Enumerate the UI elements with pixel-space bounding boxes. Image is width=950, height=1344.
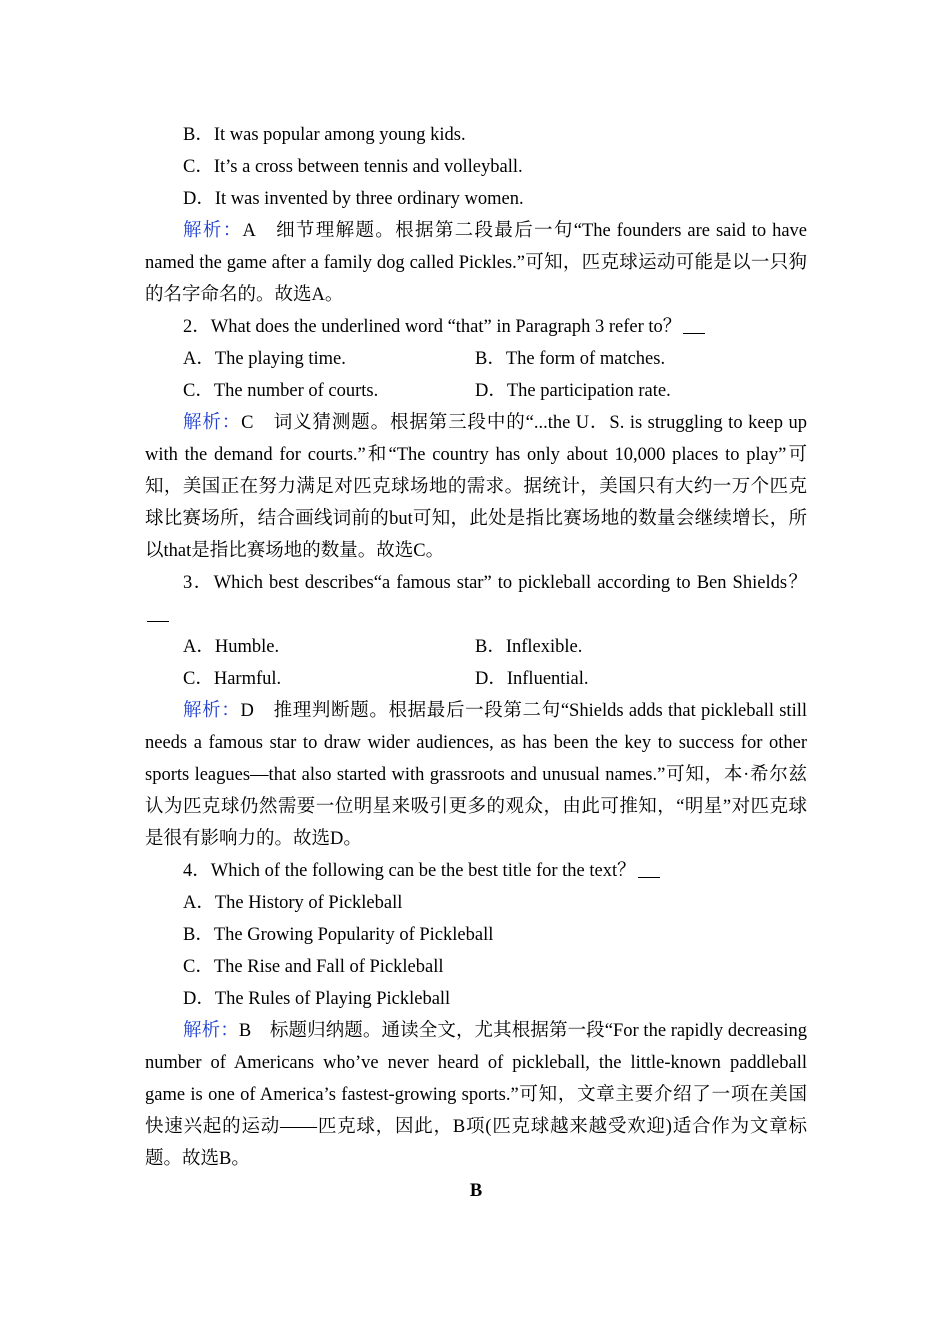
answer-blank (683, 315, 705, 334)
q1-analysis (145, 215, 807, 311)
q4-option-b: B．The Growing Popularity of Pickleball (183, 925, 494, 945)
q2-option-b: B．The form of matches. (475, 349, 666, 369)
q3-option-a: A．Humble. (183, 637, 280, 657)
analysis-label: 解析： (183, 221, 243, 241)
answer-blank (638, 859, 660, 878)
q2-analysis (145, 407, 807, 567)
q3-option-d: D．Influential. (475, 669, 589, 689)
page-content (145, 119, 807, 1207)
q2-option-c: C．The number of courts. (183, 381, 379, 401)
q3-stem: 3．Which best describes“a famous star” to pickleball according to Ben Shields？ (145, 567, 807, 631)
q2-option-a: A．The playing time. (183, 349, 346, 369)
q2-options-row-2 (145, 375, 807, 407)
analysis-text: B 标题归纳题。通读全文，尤其根据第一段“For the rapidly decreasing number of Americans who’ve never heard of pickleball, the little-known paddleball game is one of America’s fastest-growing sports.”可知，文章主要介绍了一项在美国快速兴起的运动——匹克球，因此，B项(匹克球越来越受欢迎)适合作为文章标题。故选B。 (145, 1021, 807, 1169)
q3-option-b: B．Inflexible. (475, 637, 583, 657)
analysis-text: D 推理判断题。根据最后一段第二句“Shields adds that pickleball still needs a famous star to draw wider audiences, as has been the key to success for other sports leagues—that also started with grassroots and unusual names.”可知，本·希尔兹认为匹克球仍然需要一位明星来吸引更多的观众，由此可推知，“明星”对匹克球是很有影响力的。故选D。 (145, 701, 807, 849)
q2-stem: 2．What does the underlined word “that” in Paragraph 3 refer to？ (145, 311, 807, 343)
analysis-label: 解析： (183, 413, 242, 433)
q4-option-d: D．The Rules of Playing Pickleball (183, 989, 451, 1009)
q3-options-row-2 (145, 663, 807, 695)
answer-blank (147, 603, 169, 622)
q3-option-c: C．Harmful. (183, 669, 282, 689)
analysis-text: C 词义猜测题。根据第三段中的“...the U．S. is struggling to keep up with the demand for courts.”和“The country has only about 10,000 places to play”可知，美国正在努力满足对匹克球场地的需求。据统计，美国只有大约一万个匹克球比赛场所，结合画线词前的but可知，此处是指比赛场地的数量会继续增长，所以that是指比赛场地的数量。故选C。 (145, 413, 807, 561)
q1-option-d: D．It was invented by three ordinary women. (183, 189, 524, 209)
analysis-text: A 细节理解题。根据第二段最后一句“The founders are said to have named the game after a family dog called Pickles.”可知，匹克球运动可能是以一只狗的名字命名的。故选A。 (145, 221, 807, 305)
q4-analysis (145, 1015, 807, 1175)
analysis-label: 解析： (183, 701, 241, 721)
q2-options-row-1 (145, 343, 807, 375)
section-heading: B (469, 1181, 483, 1201)
q1-option-b: B．It was popular among young kids. (183, 125, 466, 145)
q3-options-row-1 (145, 631, 807, 663)
q2-option-d: D．The participation rate. (475, 381, 671, 401)
analysis-label: 解析： (183, 1021, 239, 1041)
q4-stem: 4．Which of the following can be the best title for the text？ (145, 855, 807, 887)
q1-option-c: C．It’s a cross between tennis and volleyball. (183, 157, 523, 177)
q3-analysis (145, 695, 807, 855)
q4-option-c: C．The Rise and Fall of Pickleball (183, 957, 444, 977)
q4-option-a: A．The History of Pickleball (183, 893, 403, 913)
